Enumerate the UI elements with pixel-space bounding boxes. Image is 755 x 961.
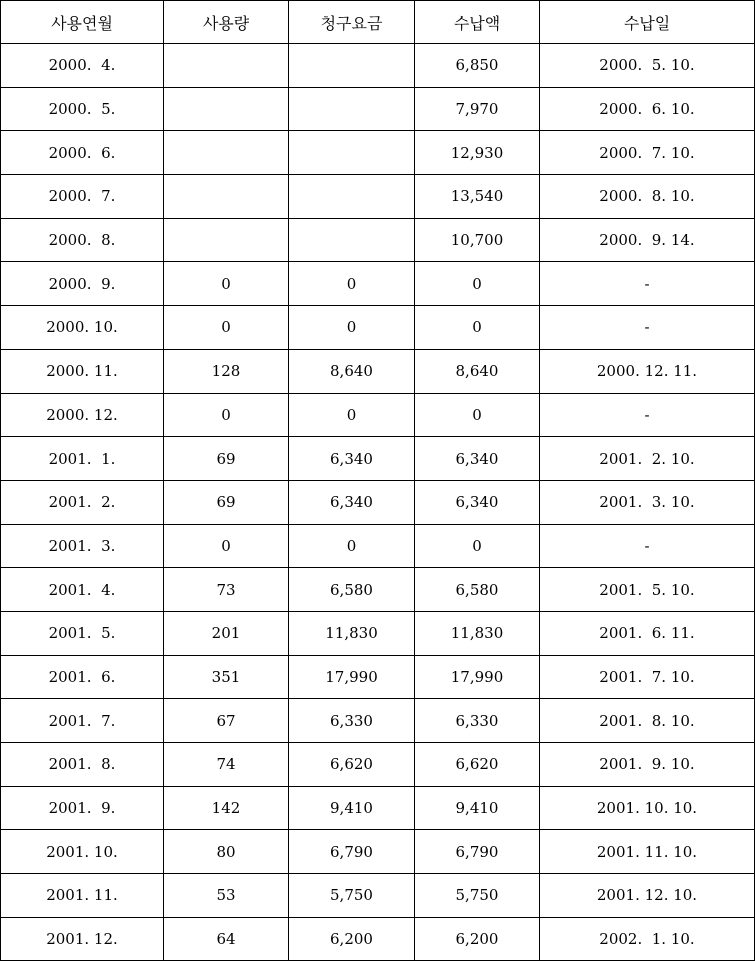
- cell-paid-amount: 6,850: [415, 44, 540, 88]
- cell-usage-month: 2001. 12.: [1, 917, 164, 961]
- cell-usage-month: 2001. 8.: [1, 743, 164, 787]
- cell-payment-date: -: [540, 524, 755, 568]
- cell-usage-amount: 80: [164, 830, 289, 874]
- cell-payment-date: 2000. 8. 10.: [540, 175, 755, 219]
- table-row: [1, 218, 755, 262]
- cell-usage-month: 2001. 11.: [1, 874, 164, 918]
- cell-usage-amount: [164, 175, 289, 219]
- cell-billed-fee: [289, 87, 415, 131]
- cell-billed-fee: 6,200: [289, 917, 415, 961]
- cell-usage-month: 2000. 11.: [1, 349, 164, 393]
- cell-usage-amount: 67: [164, 699, 289, 743]
- cell-payment-date: 2001. 10. 10.: [540, 786, 755, 830]
- cell-usage-month: 2001. 5.: [1, 611, 164, 655]
- table-row: [1, 44, 755, 88]
- cell-usage-month: 2000. 4.: [1, 44, 164, 88]
- table-row: [1, 655, 755, 699]
- cell-usage-month: 2000. 7.: [1, 175, 164, 219]
- cell-payment-date: 2000. 12. 11.: [540, 349, 755, 393]
- cell-payment-date: 2000. 6. 10.: [540, 87, 755, 131]
- cell-billed-fee: 6,340: [289, 437, 415, 481]
- table-row: [1, 917, 755, 961]
- cell-paid-amount: 13,540: [415, 175, 540, 219]
- cell-payment-date: 2000. 5. 10.: [540, 44, 755, 88]
- cell-usage-amount: 0: [164, 524, 289, 568]
- cell-paid-amount: 0: [415, 393, 540, 437]
- cell-payment-date: 2000. 7. 10.: [540, 131, 755, 175]
- cell-paid-amount: 11,830: [415, 611, 540, 655]
- cell-usage-month: 2001. 4.: [1, 568, 164, 612]
- cell-paid-amount: 6,790: [415, 830, 540, 874]
- cell-paid-amount: 5,750: [415, 874, 540, 918]
- cell-billed-fee: 11,830: [289, 611, 415, 655]
- cell-billed-fee: 17,990: [289, 655, 415, 699]
- cell-usage-month: 2001. 2.: [1, 480, 164, 524]
- cell-paid-amount: 6,340: [415, 480, 540, 524]
- cell-usage-amount: 351: [164, 655, 289, 699]
- cell-usage-amount: [164, 131, 289, 175]
- cell-payment-date: 2001. 12. 10.: [540, 874, 755, 918]
- cell-billed-fee: 0: [289, 393, 415, 437]
- cell-usage-amount: 0: [164, 306, 289, 350]
- cell-usage-amount: 0: [164, 393, 289, 437]
- cell-billed-fee: 5,750: [289, 874, 415, 918]
- table-row: [1, 699, 755, 743]
- cell-paid-amount: 6,340: [415, 437, 540, 481]
- cell-billed-fee: [289, 44, 415, 88]
- cell-usage-month: 2000. 9.: [1, 262, 164, 306]
- cell-usage-month: 2001. 6.: [1, 655, 164, 699]
- cell-paid-amount: 12,930: [415, 131, 540, 175]
- cell-usage-month: 2001. 9.: [1, 786, 164, 830]
- cell-paid-amount: 10,700: [415, 218, 540, 262]
- table-row: [1, 611, 755, 655]
- cell-payment-date: -: [540, 393, 755, 437]
- table-row: [1, 131, 755, 175]
- cell-paid-amount: 8,640: [415, 349, 540, 393]
- cell-usage-amount: 69: [164, 437, 289, 481]
- cell-usage-amount: 64: [164, 917, 289, 961]
- cell-billed-fee: 0: [289, 306, 415, 350]
- cell-paid-amount: 9,410: [415, 786, 540, 830]
- table-row: [1, 524, 755, 568]
- cell-usage-amount: 128: [164, 349, 289, 393]
- cell-paid-amount: 7,970: [415, 87, 540, 131]
- table-row: [1, 568, 755, 612]
- cell-paid-amount: 0: [415, 524, 540, 568]
- cell-usage-month: 2001. 1.: [1, 437, 164, 481]
- cell-usage-amount: 53: [164, 874, 289, 918]
- cell-usage-amount: 69: [164, 480, 289, 524]
- cell-usage-amount: 0: [164, 262, 289, 306]
- cell-usage-amount: [164, 218, 289, 262]
- cell-paid-amount: 0: [415, 306, 540, 350]
- table-row: [1, 87, 755, 131]
- cell-paid-amount: 6,580: [415, 568, 540, 612]
- cell-billed-fee: 6,620: [289, 743, 415, 787]
- cell-payment-date: 2001. 11. 10.: [540, 830, 755, 874]
- cell-billed-fee: 8,640: [289, 349, 415, 393]
- cell-payment-date: 2001. 8. 10.: [540, 699, 755, 743]
- cell-usage-month: 2000. 10.: [1, 306, 164, 350]
- cell-usage-month: 2000. 8.: [1, 218, 164, 262]
- cell-payment-date: 2002. 1. 10.: [540, 917, 755, 961]
- cell-payment-date: 2001. 9. 10.: [540, 743, 755, 787]
- cell-usage-month: 2000. 5.: [1, 87, 164, 131]
- cell-billed-fee: 0: [289, 262, 415, 306]
- table-header: [1, 1, 755, 44]
- cell-paid-amount: 17,990: [415, 655, 540, 699]
- cell-usage-amount: [164, 44, 289, 88]
- cell-billed-fee: 6,580: [289, 568, 415, 612]
- cell-payment-date: 2001. 3. 10.: [540, 480, 755, 524]
- cell-payment-date: 2000. 9. 14.: [540, 218, 755, 262]
- cell-usage-month: 2001. 10.: [1, 830, 164, 874]
- header-usage-amount: 사용량: [164, 1, 289, 44]
- cell-usage-amount: 74: [164, 743, 289, 787]
- cell-usage-month: 2001. 3.: [1, 524, 164, 568]
- table-row: [1, 786, 755, 830]
- table-row: [1, 743, 755, 787]
- cell-billed-fee: 6,330: [289, 699, 415, 743]
- cell-payment-date: 2001. 2. 10.: [540, 437, 755, 481]
- cell-billed-fee: [289, 175, 415, 219]
- table-row: [1, 306, 755, 350]
- cell-billed-fee: 9,410: [289, 786, 415, 830]
- table-body: [1, 44, 755, 961]
- table-row: [1, 480, 755, 524]
- cell-payment-date: 2001. 7. 10.: [540, 655, 755, 699]
- cell-billed-fee: 6,340: [289, 480, 415, 524]
- header-billed-fee: 청구요금: [289, 1, 415, 44]
- cell-paid-amount: 6,330: [415, 699, 540, 743]
- cell-billed-fee: [289, 131, 415, 175]
- cell-payment-date: 2001. 6. 11.: [540, 611, 755, 655]
- table-row: [1, 437, 755, 481]
- header-paid-amount: 수납액: [415, 1, 540, 44]
- table-row: [1, 349, 755, 393]
- cell-usage-month: 2001. 7.: [1, 699, 164, 743]
- cell-paid-amount: 6,200: [415, 917, 540, 961]
- table-row: [1, 262, 755, 306]
- cell-usage-amount: 142: [164, 786, 289, 830]
- header-payment-date: 수납일: [540, 1, 755, 44]
- cell-billed-fee: 0: [289, 524, 415, 568]
- cell-usage-amount: 73: [164, 568, 289, 612]
- cell-paid-amount: 0: [415, 262, 540, 306]
- cell-payment-date: -: [540, 306, 755, 350]
- table-row: [1, 874, 755, 918]
- cell-billed-fee: 6,790: [289, 830, 415, 874]
- table-row: [1, 830, 755, 874]
- cell-billed-fee: [289, 218, 415, 262]
- cell-payment-date: -: [540, 262, 755, 306]
- cell-usage-amount: 201: [164, 611, 289, 655]
- cell-usage-amount: [164, 87, 289, 131]
- table-row: [1, 393, 755, 437]
- cell-payment-date: 2001. 5. 10.: [540, 568, 755, 612]
- cell-usage-month: 2000. 12.: [1, 393, 164, 437]
- table-row: [1, 175, 755, 219]
- cell-usage-month: 2000. 6.: [1, 131, 164, 175]
- cell-paid-amount: 6,620: [415, 743, 540, 787]
- header-usage-month: 사용연월: [1, 1, 164, 44]
- header-row: [1, 1, 755, 44]
